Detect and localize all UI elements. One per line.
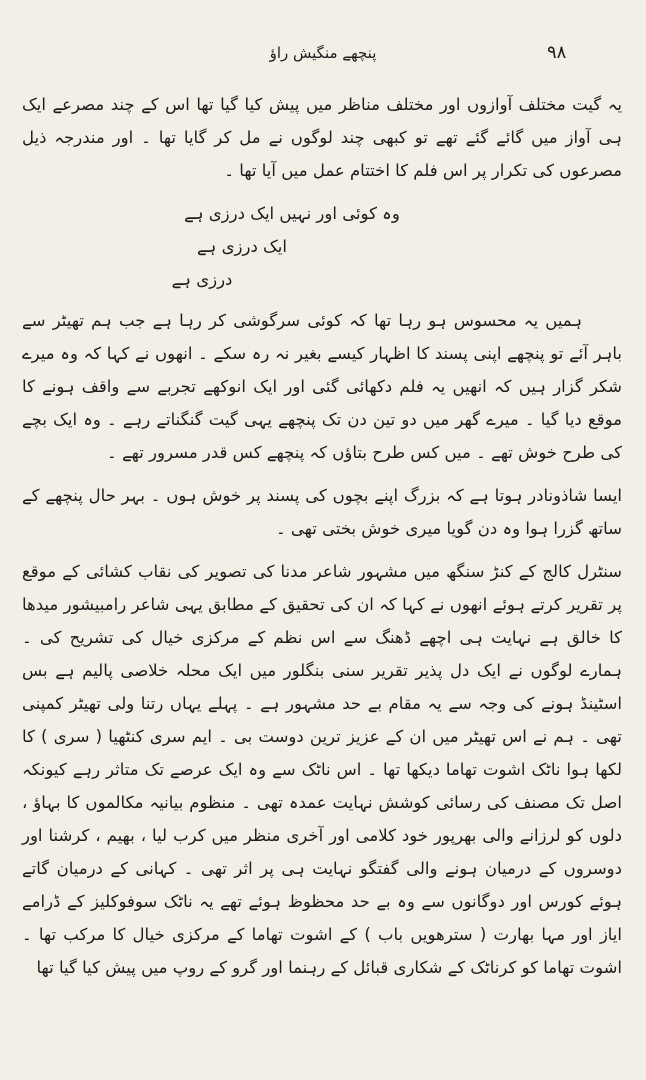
running-title: پنچھے منگیش راؤ (269, 44, 377, 62)
verse-line: وہ کوئی اور نہیں ایک درزی ہے (184, 204, 400, 223)
verse-line: درزی ہے (171, 270, 233, 289)
paragraph: ایسا شاذونادر ہوتا ہے کہ بزرگ اپنے بچوں کی پسند پر خوش ہوں ۔ بہر حال پنچھے کے ساتھ گزرا ہوا وہ دن گویا میری خوش بختی تھی ۔ (22, 486, 622, 538)
paragraph: ہمیں یہ محسوس ہو رہا تھا کہ کوئی سرگوشی کر رہا ہے جب ہم تھیٹر سے باہر آئے تو پنچھے اپنی پسند کا اظہار کیسے بغیر نہ رہ سکے ۔ انھوں نے کہا کہ وہ میرے شکر گزار ہیں کہ انھیں یہ فلم دکھائی گئی اور ایک انوکھے تجربے سے واقف ہونے کا موقع دیا گیا ۔ میرے گھر میں دو تین دن تک پنچھے یہی گیت گنگناتے رہے ۔ وہ ایک بچے کی طرح خوش تھے ۔ میں کس طرح بتاؤں کہ پنچھے کس قدر مسرور تھے ۔ (22, 311, 622, 462)
paragraph-intro: یہ گیت مختلف آوازوں اور مختلف مناظر میں پیش کیا گیا تھا اس کے چند مصرعے ایک ہی آواز میں گائے گئے تھے تو کبھی چند لوگوں نے مل کر گایا تھا ۔ اور مندرجہ ذیل مصرعوں کی تکرار پر اس فلم کا اختتام عمل میں آیا تھا ۔ (22, 95, 622, 180)
page-body (22, 88, 622, 994)
paragraph: سنٹرل کالج کے کنڑ سنگھ میں مشہور شاعر مدنا کی تصویر کی نقاب کشائی کے موقع پر تقریر کرتے ہوئے انھوں نے کہا کہ ان کی تحقیق کے مطابق یہی شاعر رامبیشور میدھا کا خالق ہے نہایت ہی اچھے ڈھنگ سے اس نظم کے مرکزی خیال کی تشریح کی ۔ ہمارے لوگوں نے ایک دل پذیر تقریر سنی بنگلور میں ایک محلہ خلاصی پالیم ہے بس اسٹینڈ ہونے کی وجہ سے یہ مقام بے حد مشہور ہے ۔ پہلے یہاں رتنا ولی تھیٹر کمپنی تھی ۔ ہم نے اس تھیٹر میں ان کے عزیز ترین دوست بی ۔ ایم سری کنٹھیا ( سری ) کا لکھا ہوا ناٹک اشوت تھاما دیکھا تھا ۔ اس ناٹک سے وہ ایک عرصے تک متاثر رہے کیونکہ اصل تک مصنف کی رسائی کوشش نہایت عمدہ تھی ۔ منظوم بیانیہ مکالموں کا بہاؤ ، دلوں کو لرزانے والی بھرپور خود کلامی اور آخری منظر میں کرب لیا ، بھیم ، کرشنا اور دوسروں کے درمیان ہونے والی گفتگو نہایت ہی پر اثر تھی ۔ کہانی کے درمیان گاتے ہوئے کورس اور دوگانوں سے وہ بے حد محظوظ ہوئے تھے یہ ناٹک سوفوکلیز کے ڈرامے ایاز اور مہا بھارت ( سترھویں باب ) کے اشوت تھاما کے مرکزی خیال کا مرکب تھا ۔ اشوت تھاما کو کرناٹک کے شکاری قبائل کے رہنما اور گرو کے روپ میں پیش کیا گیا تھا (22, 562, 622, 977)
page-number: ۹۸ (547, 42, 567, 63)
verse-line: ایک درزی ہے (197, 237, 287, 256)
verse-block (22, 197, 622, 296)
